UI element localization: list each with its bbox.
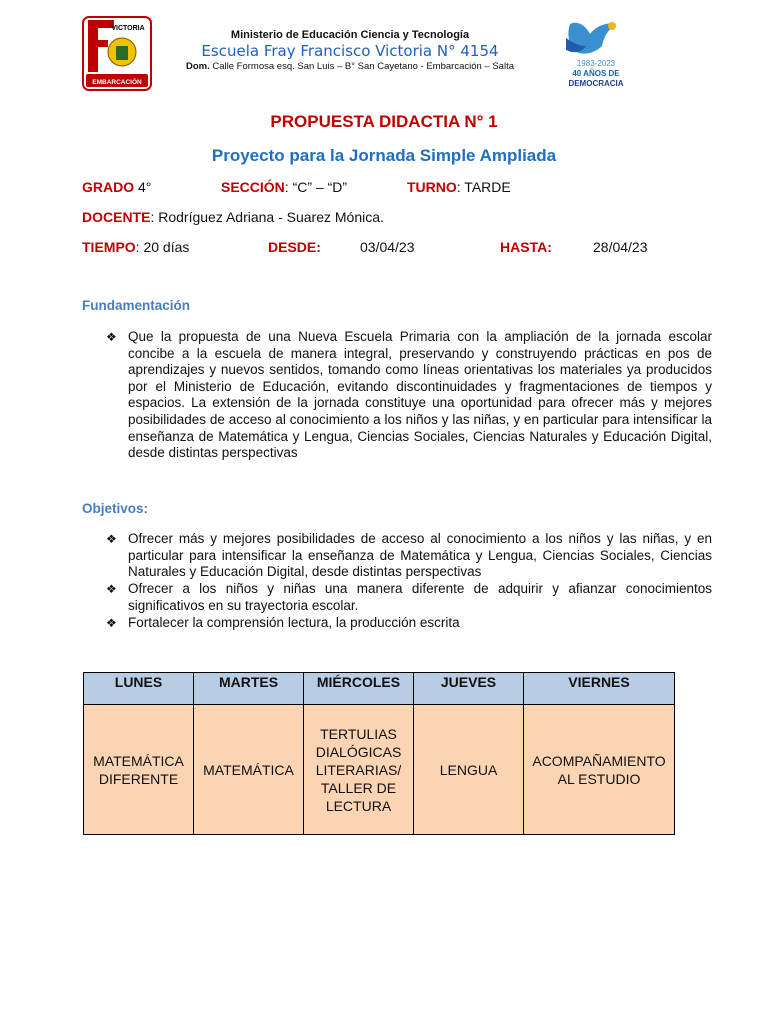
desde-colon: : — [316, 239, 321, 255]
cell-martes: MATEMÁTICA — [194, 705, 304, 835]
democracy-logo — [556, 16, 636, 92]
tiempo-label: TIEMPO — [82, 239, 136, 255]
logo-years-text: 1983-2023 — [576, 59, 616, 68]
desde-label: DESDE — [268, 239, 317, 255]
desde-field — [268, 239, 321, 255]
logo-victoria-text: VICTORIA — [111, 25, 145, 32]
cell-jueves: LENGUA — [414, 705, 524, 835]
cell-miercoles: TERTULIAS DIALÓGICAS LITERARIAS/ TALLER DE LECTURA — [304, 705, 414, 835]
school-address — [150, 61, 550, 72]
hasta-label: HASTA — [500, 239, 548, 255]
header-jueves: JUEVES — [414, 673, 524, 705]
cell-viernes: ACOMPAÑAMIENTO AL ESTUDIO — [524, 705, 675, 835]
docente-field — [82, 209, 384, 225]
schedule-table — [83, 672, 675, 835]
tiempo-value: : 20 días — [135, 239, 190, 255]
turno-field — [407, 179, 511, 195]
document-title: PROPUESTA DIDACTIA N° 1 — [270, 112, 498, 131]
header-viernes: VIERNES — [524, 673, 675, 705]
seccion-label: SECCIÓN — [221, 179, 285, 195]
objetivo-item: Fortalecer la comprensión lectura, la producción escrita — [128, 615, 460, 630]
tiempo-field — [82, 239, 189, 255]
fundamentacion-text: Que la propuesta de una Nueva Escuela Primaria con la ampliación de la jornada escolar concibe a la escuela de manera integral, preservando y construyendo prácticas en pos de aprendizajes y nuevos sentidos, tomando como líneas orientativas los materiales ya producidos por el Ministerio de Educación, evitando discontinuidades y fragmentaciones de tiempos y espacios. La extensión de la jornada constituye una oportunidad para ofrecer más y mejores posibilidades de acceso al conocimiento a los niños y las niñas, y en particular para intensificar la enseñanza de Matemática y Lengua, Ciencias Sociales, Ciencias Naturales y Educación Digital, desde distintas perspectivas — [128, 329, 712, 461]
docente-value: : Rodríguez Adriana - Suarez Mónica. — [150, 209, 384, 225]
grado-value: 4° — [134, 179, 152, 195]
hasta-colon: : — [547, 239, 552, 255]
address-text: Calle Formosa esq. San Luis – B° San Cayetano - Embarcación – Salta — [209, 61, 514, 72]
objetivos-heading: Objetivos: — [82, 501, 149, 516]
logo-embarcacion-text: EMBARCACIÓN — [92, 79, 142, 86]
turno-label: TURNO — [407, 179, 457, 195]
schedule-body-row — [84, 705, 675, 835]
diamond-bullet-icon: ❖ — [106, 532, 117, 546]
document-subtitle: Proyecto para la Jornada Simple Ampliada — [211, 146, 557, 165]
cell-lunes: MATEMÁTICA DIFERENTE — [84, 705, 194, 835]
seccion-field — [221, 179, 347, 195]
turno-value: : TARDE — [456, 179, 511, 195]
logo-line1-text: 40 AÑOS DE — [572, 69, 620, 78]
grado-field — [82, 179, 151, 195]
address-label: Dom. — [185, 61, 210, 72]
diamond-bullet-icon: ❖ — [106, 582, 117, 596]
desde-value: 03/04/23 — [360, 239, 415, 255]
school-logo — [82, 16, 152, 91]
header-lunes: LUNES — [84, 673, 194, 705]
hasta-field — [500, 239, 552, 255]
diamond-bullet-icon: ❖ — [106, 330, 117, 344]
objetivo-item: Ofrecer más y mejores posibilidades de acceso al conocimiento a los niños y las niñas, y en particular para intensificar la enseñanza de Matemática y Lengua, Ciencias Sociales, Ciencias Naturales y Educación Digital, desde distintas perspectivas — [128, 531, 712, 580]
seccion-value: : “C” – “D” — [284, 179, 348, 195]
ministerio-label: Ministerio de Educación Ciencia y Tecnología — [230, 29, 470, 41]
fundamentacion-heading: Fundamentación — [82, 298, 191, 313]
docente-label: DOCENTE — [82, 209, 151, 225]
logo-line2-text: DEMOCRACIA — [568, 79, 624, 88]
hasta-value: 28/04/23 — [593, 239, 648, 255]
schedule-header-row — [84, 673, 675, 705]
school-name: Escuela Fray Francisco Victoria N° 4154 — [201, 42, 499, 60]
diamond-bullet-icon: ❖ — [106, 616, 117, 630]
grado-label: GRADO — [82, 179, 135, 195]
header-miercoles: MIÉRCOLES — [304, 673, 414, 705]
objetivo-item: Ofrecer a los niños y niñas una manera diferente de adquirir y afianzar conocimientos significativos en su trayectoria escolar. — [128, 581, 712, 613]
header-martes: MARTES — [194, 673, 304, 705]
